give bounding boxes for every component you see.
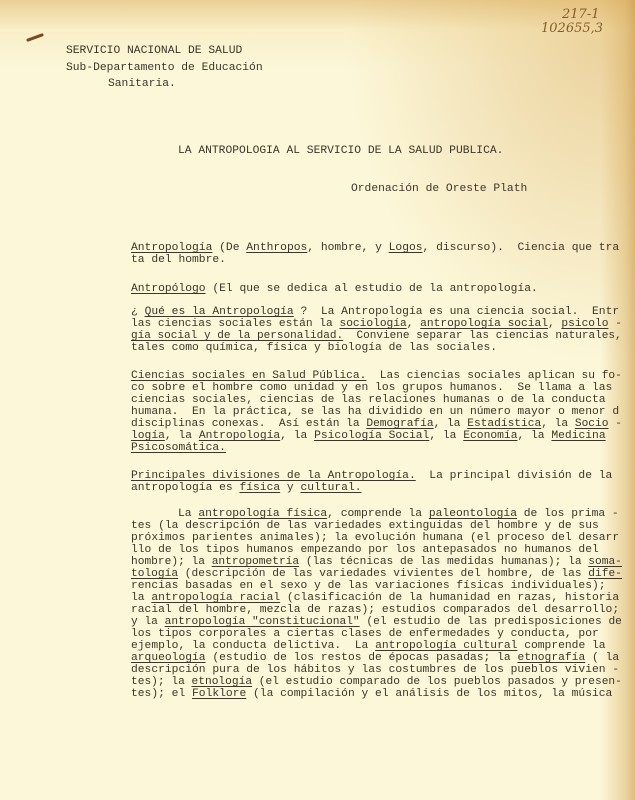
text-segment: Las ciencias sociales aplican su fo-	[366, 370, 622, 382]
paragraph-ciencias-sociales-line-1	[131, 370, 622, 382]
text-segment: ,	[406, 318, 421, 330]
text-segment: ? La Antropología es una ciencia social. Entr	[293, 306, 620, 318]
underlined-term: Demografía	[366, 418, 434, 430]
underlined-term: psicolo	[561, 318, 609, 330]
paragraph-fisica-line-7: rencias basadas en el sexo y de las variaciones físicas individuales);	[131, 580, 606, 592]
text-segment: La principal división de la	[415, 470, 613, 482]
text-segment: disciplinas conexas. Así están la	[131, 418, 367, 430]
underlined-term: Antropólogo	[131, 283, 206, 295]
paragraph-fisica-line-11: los tipos corporales a ciertas clases de enfermedades y conducta, por	[131, 628, 599, 640]
underlined-term: Antropología	[198, 430, 281, 442]
letterhead-line-1: SERVICIO NACIONAL DE SALUD	[66, 45, 243, 57]
paragraph-fisica-line-10	[131, 616, 622, 628]
paragraph-divisiones-line-2	[131, 482, 362, 494]
underlined-term: Ciencias sociales en Salud Pública.	[131, 370, 367, 382]
underlined-term: etnografía	[517, 652, 586, 664]
paragraph-fisica-line-3: próximos parientes animales); la evolución humana (el proceso del desarr	[131, 532, 620, 544]
text-segment: (estudio de los restos de épocas pasadas; la	[205, 652, 518, 664]
underlined-term: Medicina	[551, 430, 606, 442]
text-segment: , la	[429, 430, 464, 442]
text-segment: La	[178, 508, 199, 520]
text-segment: y	[280, 482, 301, 494]
text-segment: , la	[541, 418, 575, 430]
paragraph-ciencias-sociales-line-3: ciencias sociales, ciencias de las relaciones humanas o de la conducta	[131, 394, 606, 406]
paragraph-fisica-line-6	[131, 568, 622, 580]
underlined-term: Economía	[463, 430, 518, 442]
underlined-term: sociología	[339, 318, 407, 330]
text-segment: la	[131, 592, 152, 604]
underlined-term: logía	[131, 430, 165, 442]
paragraph-que-es-line-1	[131, 306, 619, 318]
text-segment: tes); el	[131, 688, 193, 700]
underlined-term: cultural.	[300, 482, 362, 494]
paragraph-antropologia-line-2: ta del hombre.	[131, 254, 226, 266]
letterhead-line-2: Sub-Departamento de Educación	[66, 62, 263, 74]
text-segment: (las técnicas de las medidas humanas); la	[299, 556, 589, 568]
underlined-term: Psicosomática.	[131, 442, 226, 454]
text-segment: y la	[131, 616, 165, 628]
text-segment: (el estudio comparado de los pueblos pasados y presen-	[252, 676, 622, 688]
text-segment: tes); la	[131, 676, 192, 688]
paragraph-fisica-line-2: tes (la descripción de las variedades extinguidas del hombre y de sus	[131, 520, 599, 532]
paragraph-que-es-line-3	[131, 330, 622, 342]
underlined-term: Principales divisiones de la Antropología.	[131, 470, 416, 482]
underlined-term: antropología social	[420, 318, 548, 330]
text-segment: ejemplo, la conducta delictiva. La	[131, 640, 376, 652]
underlined-term: soma-	[588, 556, 622, 568]
underlined-term: antropología "constitucional"	[164, 616, 360, 628]
underlined-term: tología	[131, 568, 179, 580]
text-segment: ,	[547, 318, 562, 330]
paragraph-fisica-line-13	[131, 652, 619, 664]
paragraph-fisica-line-9: racial del hombre, mezcla de razas); estudios comparados del desarrollo;	[131, 604, 620, 616]
text-segment: (la compilación y el análisis de los mitos, la música	[246, 688, 613, 700]
text-segment: antropología es	[131, 482, 240, 494]
paragraph-que-es-line-2	[131, 318, 622, 330]
text-segment: -	[608, 418, 622, 430]
underlined-term: antropometría	[211, 556, 300, 568]
text-segment: (clasificación de la humanidad en razas, historia	[280, 592, 620, 604]
paragraph-divisiones-line-1	[131, 470, 612, 482]
text-segment: ¿	[131, 306, 145, 318]
underlined-term: antropología física	[198, 508, 328, 520]
underlined-term: antropología racial	[151, 592, 281, 604]
paragraph-fisica-line-4: llo de los tipos humanos empezando por los antepasados no humanos del	[131, 544, 599, 556]
paragraph-que-es-line-4: tales como química, física y biología de las sociales.	[131, 342, 498, 354]
underlined-term: Qué es la Antropología	[144, 306, 294, 318]
underlined-term: física	[239, 482, 281, 494]
text-segment: , la	[433, 418, 468, 430]
underlined-term: Logos	[388, 242, 423, 254]
underlined-term: dife-	[588, 568, 622, 580]
text-segment: , la	[164, 430, 199, 442]
text-segment: Conviene separar las ciencias naturales,	[343, 330, 622, 342]
underlined-term: gía social y de la personalidad.	[131, 330, 344, 342]
text-segment: -	[608, 318, 622, 330]
underlined-term: etnología	[191, 676, 253, 688]
text-segment: , discurso). Ciencia que tra	[422, 242, 620, 254]
underlined-term: arqueología	[131, 652, 206, 664]
text-segment: (El que se dedica al estudio de la antropología.	[205, 283, 538, 295]
paragraph-ciencias-sociales-line-6	[131, 430, 606, 442]
text-segment: (De	[212, 242, 247, 254]
handwritten-annotation-2: 102655,3	[541, 21, 604, 36]
handwritten-annotation-1: 217-1	[562, 7, 600, 22]
text-segment: las ciencias sociales están la	[131, 318, 340, 330]
text-segment: hombre); la	[131, 556, 212, 568]
underlined-term: Antropología	[131, 242, 213, 254]
underlined-term: Anthropos	[246, 242, 308, 254]
underlined-term: Psicología Social	[314, 430, 430, 442]
paragraph-ciencias-sociales-line-2: co sobre el hombre como unidad y en los grupos humanos. Se llama a las	[131, 382, 613, 394]
paragraph-ciencias-sociales-line-5	[131, 418, 622, 430]
letterhead-line-3: Sanitaria.	[108, 78, 176, 90]
text-segment: , la	[517, 430, 552, 442]
underlined-term: Socio	[574, 418, 609, 430]
paragraph-fisica-line-12	[131, 640, 606, 652]
underlined-term: Estadística	[467, 418, 542, 430]
text-segment: comprende la	[517, 640, 606, 652]
underlined-term: Folklore	[192, 688, 247, 700]
text-segment: , hombre, y	[307, 242, 389, 254]
paragraph-antropologia-line-1	[131, 242, 619, 254]
underlined-term: antropología cultural	[375, 640, 518, 652]
ink-stain	[26, 33, 44, 42]
text-segment: (descripción de las variedades vivientes del hombre, de las	[178, 568, 589, 580]
paragraph-fisica-line-15	[131, 676, 622, 688]
document-author: Ordenación de Oreste Plath	[351, 183, 528, 195]
underlined-term: paleontología	[428, 508, 517, 520]
paragraph-antropologo-line-1	[131, 283, 538, 295]
paragraph-fisica-line-16	[131, 688, 612, 700]
text-segment: (el estudio de las predisposiciones de	[359, 616, 622, 628]
text-segment: , comprende la	[327, 508, 429, 520]
document-title: LA ANTROPOLOGIA AL SERVICIO DE LA SALUD PUBLICA.	[178, 145, 504, 157]
text-segment: de los prima -	[517, 508, 619, 520]
paragraph-ciencias-sociales-line-7	[131, 442, 226, 454]
text-segment: ( la	[585, 652, 620, 664]
paragraph-fisica-line-14: descripción pura de los hábitos y las costumbres de los pueblos vivien -	[131, 664, 620, 676]
paragraph-fisica-line-5	[131, 556, 622, 568]
paragraph-ciencias-sociales-line-4: humana. En la práctica, se las ha dividido en un número mayor o menor d	[131, 406, 620, 418]
paragraph-fisica-line-1	[178, 508, 619, 520]
paragraph-fisica-line-8	[131, 592, 619, 604]
text-segment: , la	[280, 430, 315, 442]
